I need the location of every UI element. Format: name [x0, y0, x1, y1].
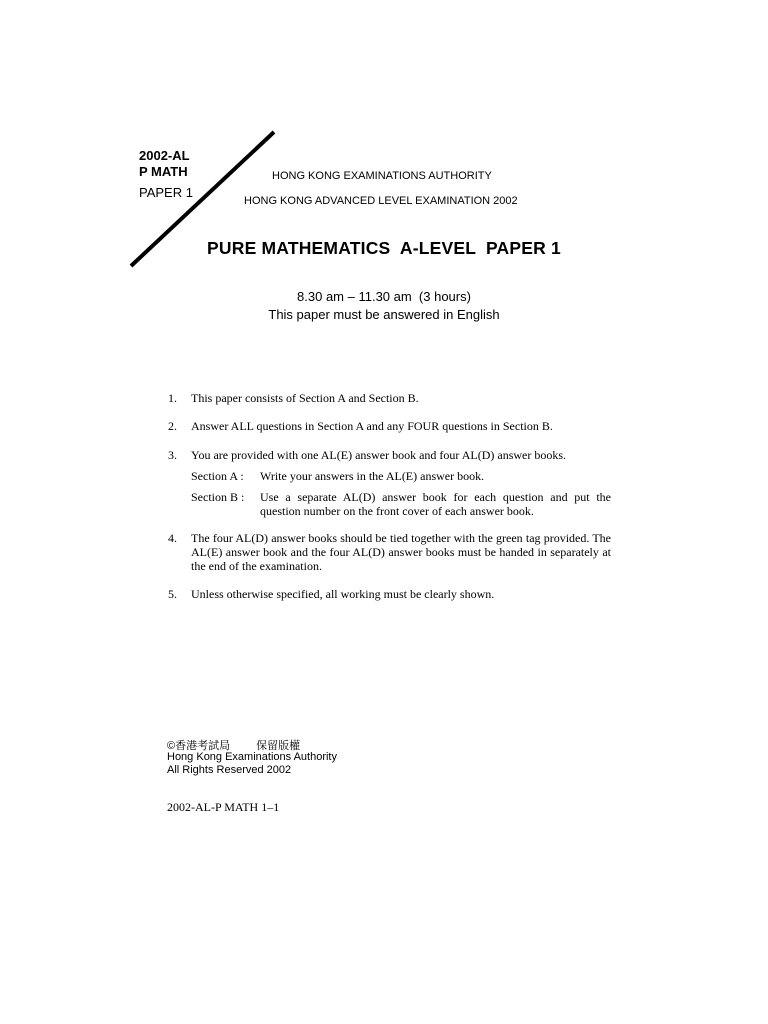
copyright-org-zh: 香港考試局	[175, 739, 231, 752]
instruction-text: You are provided with one AL(E) answer book and four AL(D) answer books.	[191, 448, 567, 462]
paper-code-line2: P MATH	[139, 164, 188, 179]
paper-number: PAPER 1	[139, 185, 193, 200]
instruction-number: 2.	[168, 419, 177, 433]
paper-code-line1: 2002-AL	[139, 148, 190, 163]
instruction-text: Unless otherwise specified, all working must be clearly shown.	[191, 587, 495, 601]
language-note: This paper must be answered in English	[268, 307, 500, 322]
instruction-number: 3.	[168, 448, 177, 462]
page-code: 2002-AL-P MATH 1–1	[167, 800, 280, 814]
instruction-text: This paper consists of Section A and Section B.	[191, 391, 419, 405]
instruction-number: 4.	[168, 531, 177, 545]
exam-time: 8.30 am – 11.30 am (3 hours)	[297, 289, 471, 304]
instruction-number: 5.	[168, 587, 177, 601]
instruction-text: The four AL(D) answer books should be tied together with the green tag provided. The AL(E) answer book and the four AL(D) answer books must be handed in separately at the end of the examination.	[191, 531, 611, 573]
section-text: Use a separate AL(D) answer book for each question and put the question number on the front cover of each answer book.	[260, 490, 611, 518]
page-title: PURE MATHEMATICS A-LEVEL PAPER 1	[207, 238, 561, 258]
section-label: Section B :	[191, 490, 245, 504]
section-text: Write your answers in the AL(E) answer book.	[260, 469, 485, 483]
instruction-text: Answer ALL questions in Section A and any FOUR questions in Section B.	[191, 419, 553, 433]
copyright-rights: All Rights Reserved 2002	[167, 764, 292, 776]
copyright-icon: ©	[167, 740, 176, 752]
section-label: Section A :	[191, 469, 244, 483]
copyright-org: Hong Kong Examinations Authority	[167, 751, 337, 763]
instruction-number: 1.	[168, 391, 177, 405]
copyright-rights-zh: 保留版權	[256, 739, 301, 752]
exam-name: HONG KONG ADVANCED LEVEL EXAMINATION 2002	[244, 195, 518, 207]
authority-name: HONG KONG EXAMINATIONS AUTHORITY	[272, 170, 492, 182]
